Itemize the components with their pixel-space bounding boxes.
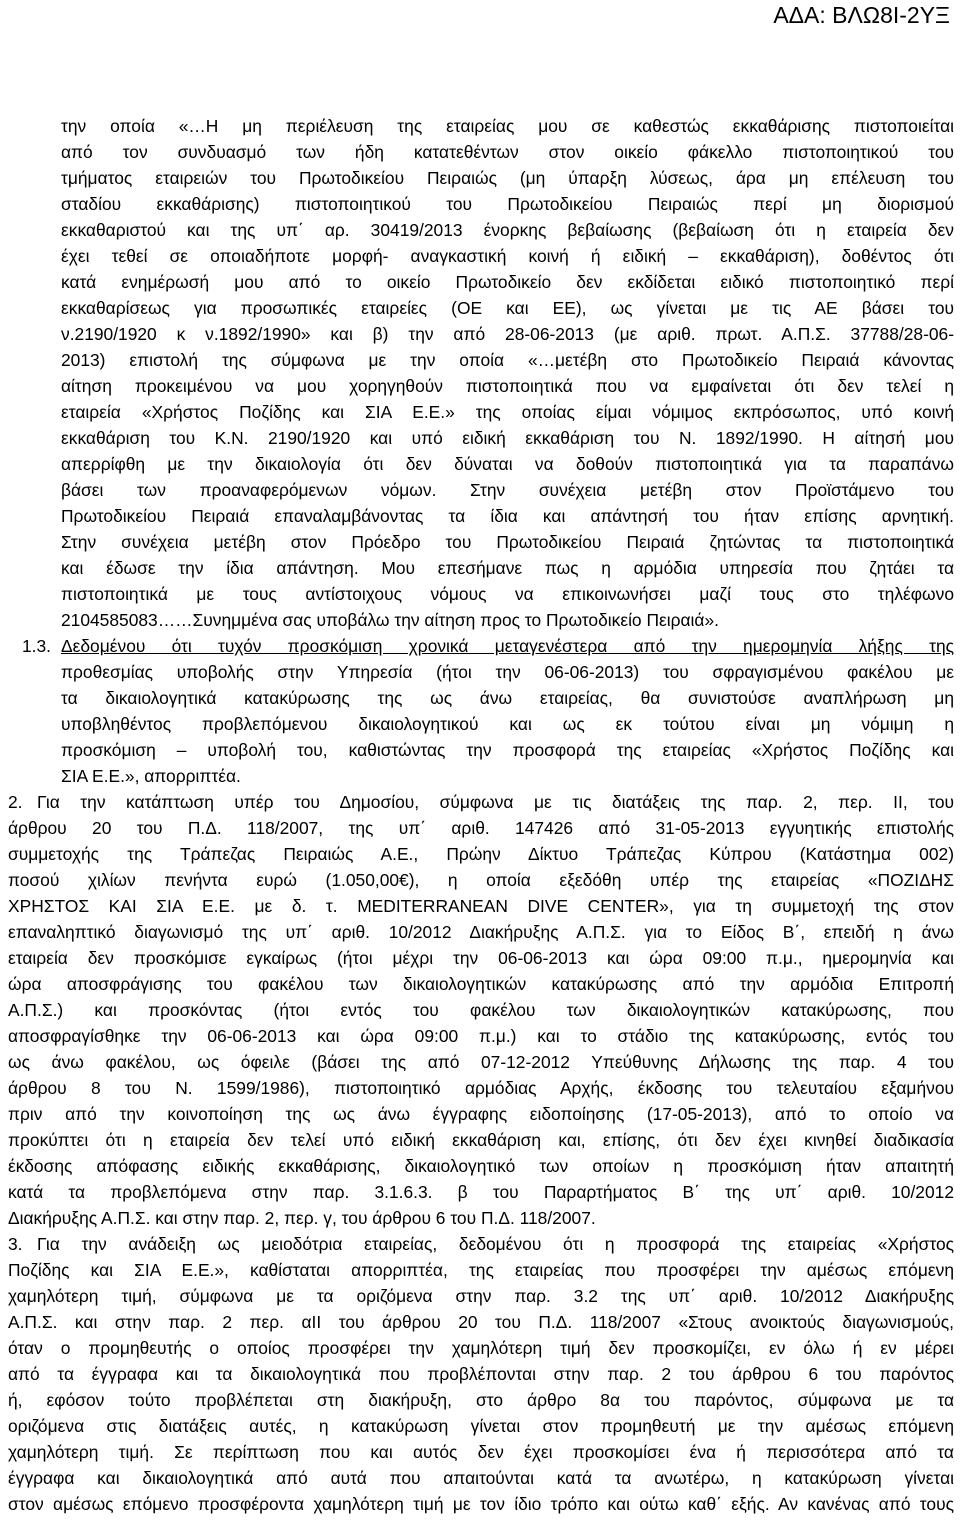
text-line: προκύπτει ότι η εταιρεία δεν τελεί υπό ειδική εκκαθάριση και, επίσης, ότι δεν έχει κινηθεί διαδικασία [8, 1130, 954, 1150]
text-line: απερρίφθη με την δικαιολογία ότι δεν δύναται να δοθούν πιστοποιητικά για τα παραπάνω [61, 454, 954, 474]
text-line: Α.Π.Σ. και στην παρ. 2 περ. αΙΙ του άρθρου 20 του Π.Δ. 118/2007 «Στους ανοικτούς διαγωνισμούς, [8, 1312, 954, 1332]
section-number: 2. [8, 792, 23, 812]
text-line: ΧΡΗΣΤΟΣ ΚΑΙ ΣΙΑ Ε.Ε. με δ. τ. MEDITERRANEAN DIVE CENTER», για τη συμμετοχή της στον [8, 896, 954, 916]
text-line: τα δικαιολογητικά κατακύρωσης της ως άνω εταιρείας, θα συνιστούσε αναπλήρωση μη [61, 688, 954, 708]
text-line: ή, εφόσον τούτο προβλέπεται στη διακήρυξη, στο άρθρο 8α του παρόντος, σύμφωνα με τα [8, 1390, 954, 1410]
text-line: σταδίου εκκαθάρισης) πιστοποιητικού του Πρωτοδικείου Πειραιώς περί μη διορισμού [61, 194, 954, 214]
text-line: αποσφραγίσθηκε την 06-06-2013 και ώρα 09:00 π.μ.) και το στάδιο της κατακύρωσης, εντός του [8, 1026, 954, 1046]
text-line: ως άνω φακέλου, ως όφειλε (βάσει της από 07-12-2012 Υπεύθυνης Δήλωσης της παρ. 4 του [8, 1052, 954, 1072]
text-line: εταιρεία δεν προσκόμισε εγκαίρως (ήτοι μέχρι την 06-06-2013 και ώρα 09:00 π.μ., ημερομηνία και [8, 948, 954, 968]
section-number: 3. [8, 1234, 23, 1254]
text-line: αίτηση προκειμένου να μου χορηγηθούν πιστοποιητικά που να εμφαίνεται ότι δεν τελεί η [61, 376, 954, 396]
text-line: από τα έγγραφα και τα δικαιολογητικά που προβλέπονται στην παρ. 2 του άρθρου 6 του παρόντος [8, 1364, 954, 1384]
text-line: όταν ο προμηθευτής ο οποίος προσφέρει την χαμηλότερη τιμή δεν προσκομίζει, εν όλω ή εν μέρει [8, 1338, 954, 1358]
text-line: τμήματος εταιρειών του Πρωτοδικείου Πειραιώς (μη ύπαρξη λύσεως, άρα μη επέλευση του [61, 168, 954, 188]
text-line: Στην συνέχεια μετέβη στον Πρόεδρο του Πρωτοδικείου Πειραιά ζητώντας τα πιστοποιητικά [61, 532, 954, 552]
text-line: Για την κατάπτωση υπέρ του Δημοσίου, σύμφωνα με τις διατάξεις της παρ. 2, περ. ΙΙ, του [37, 792, 954, 812]
text-line: Πρωτοδικείου Πειραιά επαναλαμβάνοντας τα ίδια και απάντησή του ήταν επίσης αρνητική. [61, 506, 954, 526]
text-line: βάσει των προαναφερόμενων νόμων. Στην συνέχεια μετέβη στον Προϊστάμενο του [61, 480, 954, 500]
text-line: κατά τα προβλεπόμενα στην παρ. 3.1.6.3. β του Παραρτήματος Β΄ της υπ΄ αριθ. 10/2012 [8, 1182, 954, 1202]
text-line: Για την ανάδειξη ως μειοδότρια εταιρείας, δεδομένου ότι η προσφορά της εταιρείας «Χρήστος [37, 1234, 954, 1254]
text-line: 2013) επιστολή της σύμφωνα με την οποία «…μετέβη στο Πρωτοδικείο Πειραιά κάνοντας [61, 350, 954, 370]
text-line: Διακήρυξης Α.Π.Σ. και στην παρ. 2, περ. γ, του άρθρου 6 του Π.Δ. 118/2007. [8, 1208, 596, 1228]
text-line: την οποία «…Η μη περιέλευση της εταιρείας μου σε καθεστώς εκκαθάρισης πιστοποιείται [61, 116, 954, 136]
text-line: πριν από την κοινοποίηση της ως άνω έγγραφης ειδοποίησης (17-05-2013), από το οποίο να [8, 1104, 954, 1124]
text-line: ΣΙΑ Ε.Ε.», απορριπτέα. [61, 766, 241, 786]
text-line: εκκαθαριστού και της υπ΄ αρ. 30419/2013 ένορκης βεβαίωσης (βεβαίωση ότι η εταιρεία δεν [61, 220, 954, 240]
text-line: εταιρεία «Χρήστος Ποζίδης και ΣΙΑ Ε.Ε.» της οποίας είμαι νόμιμος εκπρόσωπος, υπό κοινή [61, 402, 954, 422]
text-line: προθεσμίας υποβολής στην Υπηρεσία (ήτοι την 06-06-2013) του σφραγισμένου φακέλου με [61, 662, 954, 682]
text-line: επαναληπτικό διαγωνισμό της υπ΄ αριθ. 10/2012 Διακήρυξης Α.Π.Σ. για το Είδος Β΄, επειδή η άνω [8, 922, 954, 942]
text-line: άρθρου 8 του Ν. 1599/1986), πιστοποιητικό αρμόδιας Αρχής, έκδοσης του τελευταίου εξαμήνου [8, 1078, 954, 1098]
text-line: εκκαθαρίσεως για προσωπικές εταιρείες (ΟΕ και ΕΕ), ως γίνεται με τις ΑΕ βάσει του [61, 298, 954, 318]
text-line: άρθρου 20 του Π.Δ. 118/2007, της υπ΄ αριθ. 147426 από 31-05-2013 εγγυητικής επιστολής [8, 818, 954, 838]
text-line: συμμετοχής της Τράπεζας Πειραιώς Α.Ε., Πρώην Δίκτυο Τράπεζας Κύπρου (Κατάστημα 002) [8, 844, 954, 864]
text-line: έκδοσης απόφασης ειδικής εκκαθάρισης, δικαιολογητικό των οποίων η προσκόμιση ήταν απαιτητή [8, 1156, 954, 1176]
text-line: χαμηλότερη τιμή, σύμφωνα με τα οριζόμενα στην παρ. 3.2 της υπ΄ αριθ. 10/2012 Διακήρυξης [8, 1286, 954, 1306]
section-number: 1.3. [22, 636, 52, 656]
text-line: υποβληθέντος προβλεπόμενου δικαιολογητικού και ως εκ τούτου είναι μη νόμιμη η [61, 714, 954, 734]
text-line: από τον συνδυασμό των ήδη κατατεθέντων στον οικείο φάκελλο πιστοποιητικού του [61, 142, 954, 162]
text-line: Α.Π.Σ.) και προσκόντας (ήτοι εντός του φακέλου των δικαιολογητικών κατακύρωσης, που [8, 1000, 954, 1020]
text-line: ν.2190/1920 κ ν.1892/1990» και β) την από 28-06-2013 (με αριθ. πρωτ. Α.Π.Σ. 37788/28-06- [61, 324, 954, 344]
text-line: Δεδομένου ότι τυχόν προσκόμιση χρονικά μεταγενέστερα από την ημερομηνία λήξης της [61, 636, 954, 656]
text-line: οριζόμενα στις διατάξεις αυτές, η κατακύρωση γίνεται στον προμηθευτή με την αμέσως επόμενη [8, 1416, 954, 1436]
text-line: χαμηλότερη τιμή. Σε περίπτωση που και αυτός δεν έχει προσκομίσει ένα ή περισσότερα από τα [8, 1442, 954, 1462]
text-line: έχει τεθεί σε οποιαδήποτε μορφή- αναγκαστική κοινή ή ειδική – εκκαθάριση), δοθέντος ότι [61, 246, 954, 266]
text-line: ώρα αποσφράγισης του φακέλου των δικαιολογητικών κατακύρωσης από την αρμόδια Επιτροπή [8, 974, 954, 994]
text-line: εκκαθάριση του Κ.Ν. 2190/1920 και υπό ειδική εκκαθάριση του Ν. 1892/1990. Η αίτησή μου [61, 428, 954, 448]
text-line: 2104585083……Συνημμένα σας υποβάλω την αίτηση προς το Πρωτοδικείο Πειραιά». [61, 610, 719, 630]
text-line: έγγραφα και δικαιολογητικά από αυτά που απαιτούνται κατά τα ανωτέρω, η κατακύρωση γίνεται [8, 1468, 954, 1488]
text-line: πιστοποιητικά με τους αντίστοιχους νόμους να επικοινωνήσει μαζί τους στο τηλέφωνο [61, 584, 954, 604]
text-line: ποσού χιλίων πενήντα ευρώ (1.050,00€), η οποία εξεδόθη υπέρ της εταιρείας «ΠΟΖΙΔΗΣ [8, 870, 954, 890]
text-line: στον αμέσως επόμενο προσφέροντα χαμηλότερη τιμή με τον ίδιο τρόπο και ούτω καθ΄ εξής. Αν κανένας από τους [8, 1494, 954, 1514]
document-code: ΑΔΑ: ΒΛΩ8Ι-2ΥΞ [773, 2, 950, 28]
text-line: και έδωσε την ίδια απάντηση. Μου επεσήμανε πως η αρμόδια υπηρεσία που ζητάει τα [61, 558, 954, 578]
text-line: Ποζίδης και ΣΙΑ Ε.Ε.», καθίσταται απορριπτέα, της εταιρείας που προσφέρει την αμέσως επόμενη [8, 1260, 954, 1280]
text-line: κατά ενημέρωσή μου από το οικείο Πρωτοδικείο δεν εκδίδεται ειδικό πιστοποιητικό περί [61, 272, 954, 292]
text-line: προσκόμιση – υποβολή του, καθιστώντας την προσφορά της εταιρείας «Χρήστος Ποζίδης και [61, 740, 954, 760]
